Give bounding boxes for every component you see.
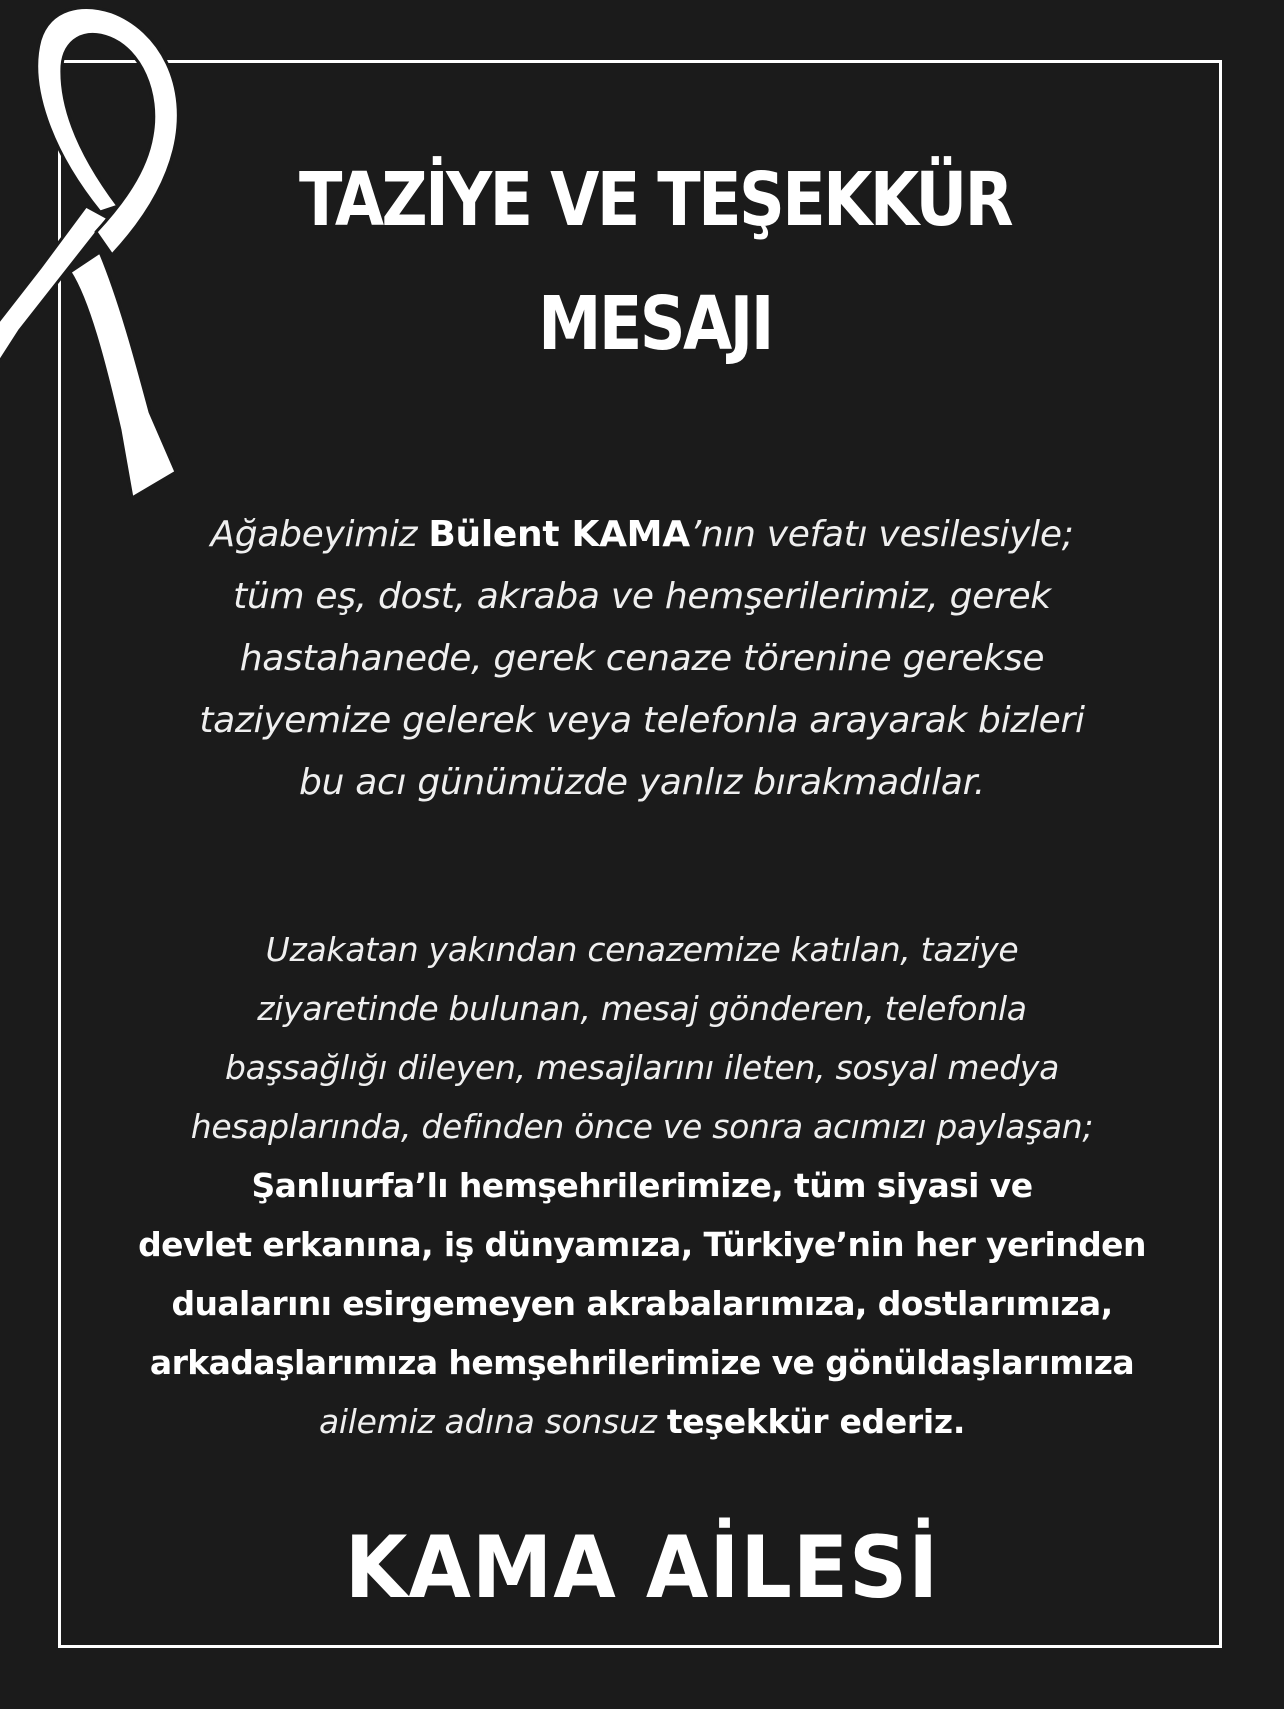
- paragraph-line: [80, 504, 1204, 566]
- bold-line: Şanlıurfa’lı hemşehrilerimize, tüm siyasi ve: [251, 1166, 1033, 1205]
- paragraph-line: Uzakatan yakından cenazemize katılan, taziye: [265, 930, 1019, 969]
- bold-line: arkadaşlarımıza hemşehrilerimize ve gönüldaşlarımıza: [149, 1343, 1135, 1382]
- text-segment: Ağabeyimiz: [210, 514, 429, 555]
- thanks-bold-text: teşekkür ederiz.: [666, 1402, 966, 1441]
- paragraph-line: hastahanede, gerek cenaze törenine gerekse: [239, 638, 1045, 679]
- page-title: [255, 138, 1055, 386]
- paragraph-line: taziyemize gelerek veya telefonla arayarak bizleri: [199, 700, 1085, 741]
- text-segment: ailemiz adına sonsuz: [318, 1402, 667, 1441]
- text-segment: ’nın vefatı vesilesiyle;: [689, 514, 1074, 555]
- paragraph-line: [80, 1392, 1204, 1451]
- paragraph-line: ziyaretinde bulunan, mesaj gönderen, telefonla: [257, 989, 1027, 1028]
- title-line-1: TAZİYE VE TEŞEKKÜR: [298, 157, 1012, 243]
- thanks-paragraph: [80, 920, 1204, 1451]
- deceased-name: Bülent KAMA: [428, 514, 690, 555]
- family-signature: KAMA AİLESİ: [344, 1518, 940, 1618]
- mourning-ribbon-icon: [0, 0, 200, 520]
- bold-line: dualarını esirgemeyen akrabalarımıza, dostlarımıza,: [171, 1284, 1113, 1323]
- paragraph-line: başsağlığı dileyen, mesajlarını ileten, sosyal medya: [224, 1048, 1060, 1087]
- condolence-paragraph: [80, 504, 1204, 814]
- paragraph-line: tüm eş, dost, akraba ve hemşerilerimiz, gerek: [233, 576, 1051, 617]
- bold-thanks-block: [80, 1156, 1204, 1392]
- paragraph-line: bu acı günümüzde yanlız bırakmadılar.: [299, 762, 985, 803]
- title-line-2: MESAJI: [538, 281, 772, 367]
- paragraph-line: hesaplarında, definden önce ve sonra acımızı paylaşan;: [190, 1107, 1094, 1146]
- bold-line: devlet erkanına, iş dünyamıza, Türkiye’nin her yerinden: [138, 1225, 1146, 1264]
